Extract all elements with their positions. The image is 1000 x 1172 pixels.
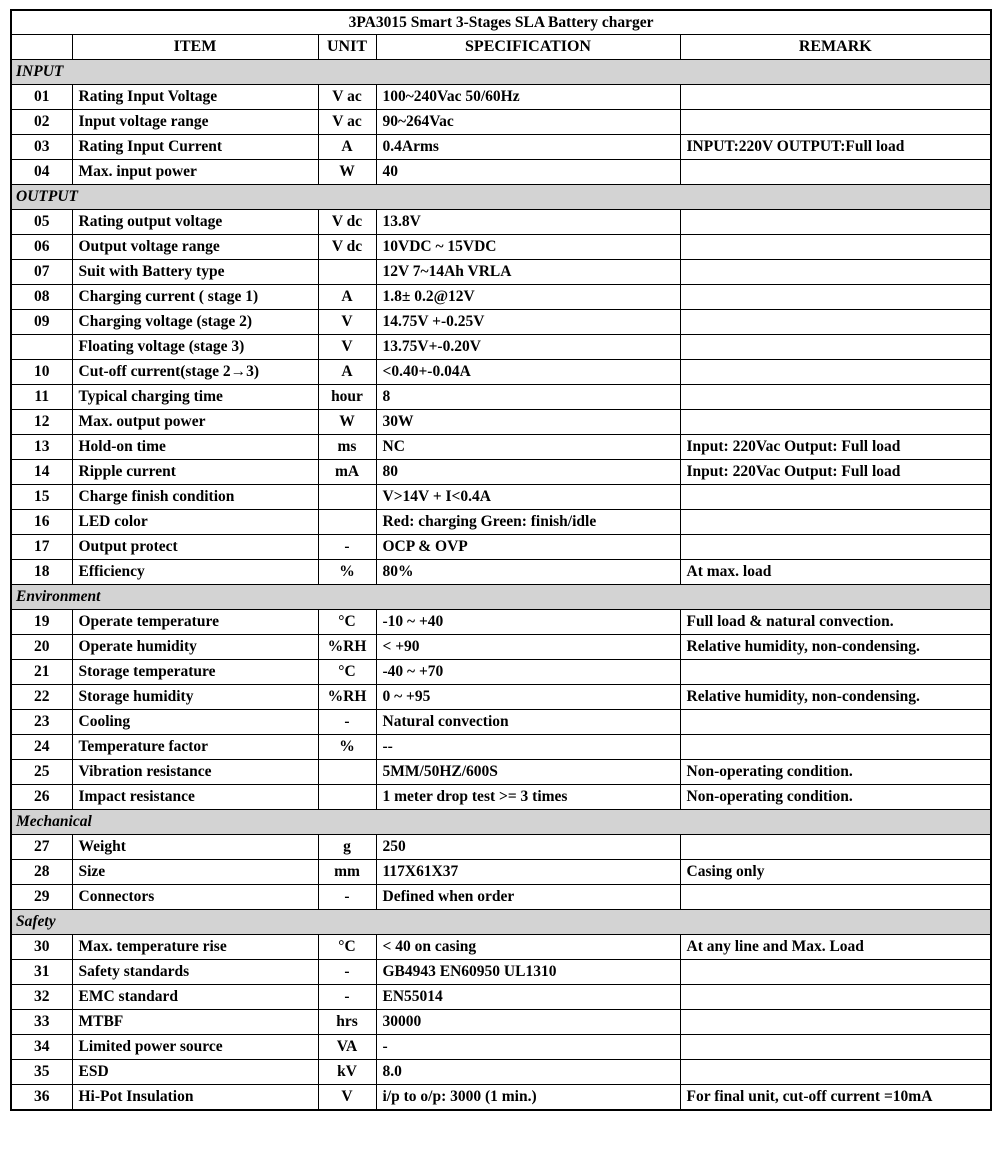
item-unit <box>318 260 376 285</box>
item-number: 33 <box>11 1010 72 1035</box>
header-remark: REMARK <box>680 35 991 60</box>
section-row <box>11 810 991 835</box>
table-row <box>11 310 991 335</box>
item-name: Output protect <box>72 535 318 560</box>
item-specification: 13.8V <box>376 210 680 235</box>
item-remark <box>680 1010 991 1035</box>
item-number: 04 <box>11 160 72 185</box>
item-remark <box>680 510 991 535</box>
item-number: 19 <box>11 610 72 635</box>
item-number: 06 <box>11 235 72 260</box>
table-row <box>11 235 991 260</box>
item-unit <box>318 510 376 535</box>
item-number: 10 <box>11 360 72 385</box>
item-specification: -10 ~ +40 <box>376 610 680 635</box>
item-remark <box>680 85 991 110</box>
section-row <box>11 910 991 935</box>
table-row <box>11 210 991 235</box>
table-row <box>11 760 991 785</box>
item-number: 21 <box>11 660 72 685</box>
item-specification: NC <box>376 435 680 460</box>
item-unit: A <box>318 135 376 160</box>
item-unit: ms <box>318 435 376 460</box>
item-specification: < 40 on casing <box>376 935 680 960</box>
item-remark <box>680 335 991 360</box>
item-specification: 80% <box>376 560 680 585</box>
item-specification: 117X61X37 <box>376 860 680 885</box>
item-remark: Relative humidity, non-condensing. <box>680 685 991 710</box>
item-name: Charge finish condition <box>72 485 318 510</box>
table-row <box>11 410 991 435</box>
item-number: 22 <box>11 685 72 710</box>
header-row <box>11 35 991 60</box>
item-number: 14 <box>11 460 72 485</box>
item-specification: V>14V + I<0.4A <box>376 485 680 510</box>
item-specification: 80 <box>376 460 680 485</box>
table-row <box>11 960 991 985</box>
table-row <box>11 735 991 760</box>
table-row <box>11 360 991 385</box>
item-specification: 13.75V+-0.20V <box>376 335 680 360</box>
table-row <box>11 860 991 885</box>
table-row <box>11 260 991 285</box>
item-number: 25 <box>11 760 72 785</box>
item-specification: 5MM/50HZ/600S <box>376 760 680 785</box>
item-unit: A <box>318 360 376 385</box>
item-unit: V dc <box>318 210 376 235</box>
item-unit <box>318 485 376 510</box>
section-row <box>11 185 991 210</box>
item-unit: hour <box>318 385 376 410</box>
item-number: 28 <box>11 860 72 885</box>
item-remark <box>680 485 991 510</box>
item-specification: 100~240Vac 50/60Hz <box>376 85 680 110</box>
item-specification: 0 ~ +95 <box>376 685 680 710</box>
item-name: Connectors <box>72 885 318 910</box>
table-row <box>11 335 991 360</box>
item-name: Storage humidity <box>72 685 318 710</box>
item-remark <box>680 835 991 860</box>
item-remark <box>680 660 991 685</box>
table-row <box>11 560 991 585</box>
item-specification: GB4943 EN60950 UL1310 <box>376 960 680 985</box>
item-name: Rating output voltage <box>72 210 318 235</box>
item-name: Operate humidity <box>72 635 318 660</box>
item-remark <box>680 285 991 310</box>
item-unit: %RH <box>318 635 376 660</box>
item-unit: VA <box>318 1035 376 1060</box>
table-row <box>11 1085 991 1111</box>
item-remark <box>680 160 991 185</box>
item-name: EMC standard <box>72 985 318 1010</box>
item-number: 20 <box>11 635 72 660</box>
item-name: Limited power source <box>72 1035 318 1060</box>
item-specification: 12V 7~14Ah VRLA <box>376 260 680 285</box>
item-specification: 30W <box>376 410 680 435</box>
item-remark: At max. load <box>680 560 991 585</box>
section-label: Safety <box>11 910 991 935</box>
item-number: 34 <box>11 1035 72 1060</box>
item-name: Ripple current <box>72 460 318 485</box>
item-remark: Non-operating condition. <box>680 760 991 785</box>
item-unit: W <box>318 160 376 185</box>
item-remark: INPUT:220V OUTPUT:Full load <box>680 135 991 160</box>
table-title: 3PA3015 Smart 3-Stages SLA Battery charger <box>11 10 991 35</box>
item-specification: Natural convection <box>376 710 680 735</box>
table-row <box>11 1060 991 1085</box>
item-specification: EN55014 <box>376 985 680 1010</box>
table-row <box>11 460 991 485</box>
item-name: Output voltage range <box>72 235 318 260</box>
item-unit: - <box>318 885 376 910</box>
item-name: MTBF <box>72 1010 318 1035</box>
item-name: Rating Input Current <box>72 135 318 160</box>
item-number: 30 <box>11 935 72 960</box>
item-remark: Relative humidity, non-condensing. <box>680 635 991 660</box>
item-unit: W <box>318 410 376 435</box>
item-number: 08 <box>11 285 72 310</box>
table-row <box>11 1010 991 1035</box>
item-remark <box>680 1035 991 1060</box>
item-name: Rating Input Voltage <box>72 85 318 110</box>
item-number: 32 <box>11 985 72 1010</box>
item-unit: - <box>318 960 376 985</box>
item-specification: 1 meter drop test >= 3 times <box>376 785 680 810</box>
item-unit <box>318 760 376 785</box>
item-specification: <0.40+-0.04A <box>376 360 680 385</box>
item-number: 11 <box>11 385 72 410</box>
item-unit: mA <box>318 460 376 485</box>
item-remark <box>680 985 991 1010</box>
item-name: Floating voltage (stage 3) <box>72 335 318 360</box>
table-row <box>11 535 991 560</box>
item-specification: -- <box>376 735 680 760</box>
spec-table-body <box>11 10 991 1110</box>
table-row <box>11 435 991 460</box>
item-unit: - <box>318 710 376 735</box>
item-name: ESD <box>72 1060 318 1085</box>
item-number: 29 <box>11 885 72 910</box>
item-number: 01 <box>11 85 72 110</box>
item-unit <box>318 785 376 810</box>
item-number: 15 <box>11 485 72 510</box>
item-specification: 250 <box>376 835 680 860</box>
item-name: Cooling <box>72 710 318 735</box>
item-number: 09 <box>11 310 72 335</box>
item-unit: °C <box>318 660 376 685</box>
item-name: Typical charging time <box>72 385 318 410</box>
item-name: Safety standards <box>72 960 318 985</box>
table-row <box>11 135 991 160</box>
item-remark <box>680 360 991 385</box>
item-unit: A <box>318 285 376 310</box>
item-name: Charging voltage (stage 2) <box>72 310 318 335</box>
item-specification: 0.4Arms <box>376 135 680 160</box>
item-unit: - <box>318 985 376 1010</box>
item-unit: V <box>318 310 376 335</box>
item-remark <box>680 110 991 135</box>
table-row <box>11 885 991 910</box>
item-specification: 1.8± 0.2@12V <box>376 285 680 310</box>
item-number: 23 <box>11 710 72 735</box>
section-row <box>11 60 991 85</box>
table-row <box>11 285 991 310</box>
item-name: Storage temperature <box>72 660 318 685</box>
item-unit: V <box>318 1085 376 1111</box>
item-specification: Defined when order <box>376 885 680 910</box>
item-specification: 90~264Vac <box>376 110 680 135</box>
header-no <box>11 35 72 60</box>
item-number: 17 <box>11 535 72 560</box>
item-number: 03 <box>11 135 72 160</box>
item-number: 36 <box>11 1085 72 1111</box>
table-row <box>11 685 991 710</box>
item-number: 26 <box>11 785 72 810</box>
item-remark <box>680 710 991 735</box>
item-unit: kV <box>318 1060 376 1085</box>
spec-table <box>10 9 992 1111</box>
item-name: Cut-off current(stage 2→3) <box>72 360 318 385</box>
item-number: 07 <box>11 260 72 285</box>
item-name: Hold-on time <box>72 435 318 460</box>
table-row <box>11 935 991 960</box>
item-specification: - <box>376 1035 680 1060</box>
title-row <box>11 10 991 35</box>
item-specification: 14.75V +-0.25V <box>376 310 680 335</box>
item-unit: °C <box>318 935 376 960</box>
item-name: Impact resistance <box>72 785 318 810</box>
item-remark <box>680 960 991 985</box>
item-unit: V ac <box>318 85 376 110</box>
item-unit: - <box>318 535 376 560</box>
table-row <box>11 160 991 185</box>
item-unit: V ac <box>318 110 376 135</box>
item-name: Operate temperature <box>72 610 318 635</box>
item-name: Vibration resistance <box>72 760 318 785</box>
header-specification: SPECIFICATION <box>376 35 680 60</box>
table-row <box>11 635 991 660</box>
item-name: Input voltage range <box>72 110 318 135</box>
table-row <box>11 385 991 410</box>
item-remark <box>680 210 991 235</box>
item-unit: °C <box>318 610 376 635</box>
item-specification: 10VDC ~ 15VDC <box>376 235 680 260</box>
item-name: Max. temperature rise <box>72 935 318 960</box>
item-number: 02 <box>11 110 72 135</box>
item-remark <box>680 410 991 435</box>
table-row <box>11 1035 991 1060</box>
item-specification: i/p to o/p: 3000 (1 min.) <box>376 1085 680 1111</box>
section-label: INPUT <box>11 60 991 85</box>
item-number: 13 <box>11 435 72 460</box>
item-remark <box>680 735 991 760</box>
item-remark <box>680 535 991 560</box>
table-row <box>11 835 991 860</box>
table-row <box>11 510 991 535</box>
item-specification: -40 ~ +70 <box>376 660 680 685</box>
item-remark <box>680 260 991 285</box>
item-remark: At any line and Max. Load <box>680 935 991 960</box>
item-unit: V <box>318 335 376 360</box>
item-remark <box>680 385 991 410</box>
table-row <box>11 85 991 110</box>
item-name: Temperature factor <box>72 735 318 760</box>
item-unit: % <box>318 735 376 760</box>
section-label: Mechanical <box>11 810 991 835</box>
item-specification: < +90 <box>376 635 680 660</box>
item-specification: OCP & OVP <box>376 535 680 560</box>
item-remark: Non-operating condition. <box>680 785 991 810</box>
item-number: 05 <box>11 210 72 235</box>
table-row <box>11 610 991 635</box>
item-specification: 30000 <box>376 1010 680 1035</box>
section-label: Environment <box>11 585 991 610</box>
item-unit: V dc <box>318 235 376 260</box>
item-remark: Full load & natural convection. <box>680 610 991 635</box>
item-remark <box>680 310 991 335</box>
item-remark <box>680 1060 991 1085</box>
item-number: 16 <box>11 510 72 535</box>
item-specification: 40 <box>376 160 680 185</box>
item-number: 27 <box>11 835 72 860</box>
item-name: Weight <box>72 835 318 860</box>
section-label: OUTPUT <box>11 185 991 210</box>
item-name: Max. output power <box>72 410 318 435</box>
item-unit: hrs <box>318 1010 376 1035</box>
item-name: Suit with Battery type <box>72 260 318 285</box>
item-unit: mm <box>318 860 376 885</box>
item-name: Size <box>72 860 318 885</box>
item-name: LED color <box>72 510 318 535</box>
item-remark: For final unit, cut-off current =10mA <box>680 1085 991 1111</box>
item-unit: %RH <box>318 685 376 710</box>
table-row <box>11 710 991 735</box>
item-name: Max. input power <box>72 160 318 185</box>
item-remark <box>680 235 991 260</box>
item-remark <box>680 885 991 910</box>
item-unit: g <box>318 835 376 860</box>
item-number: 18 <box>11 560 72 585</box>
item-number: 24 <box>11 735 72 760</box>
table-row <box>11 785 991 810</box>
table-row <box>11 485 991 510</box>
item-name: Charging current ( stage 1) <box>72 285 318 310</box>
section-row <box>11 585 991 610</box>
table-row <box>11 660 991 685</box>
item-name: Hi-Pot Insulation <box>72 1085 318 1111</box>
item-remark: Input: 220Vac Output: Full load <box>680 460 991 485</box>
item-number: 35 <box>11 1060 72 1085</box>
item-remark: Casing only <box>680 860 991 885</box>
item-specification: 8 <box>376 385 680 410</box>
header-item: ITEM <box>72 35 318 60</box>
item-number <box>11 335 72 360</box>
item-number: 12 <box>11 410 72 435</box>
item-number: 31 <box>11 960 72 985</box>
item-specification: Red: charging Green: finish/idle <box>376 510 680 535</box>
table-row <box>11 985 991 1010</box>
table-row <box>11 110 991 135</box>
header-unit: UNIT <box>318 35 376 60</box>
item-remark: Input: 220Vac Output: Full load <box>680 435 991 460</box>
item-specification: 8.0 <box>376 1060 680 1085</box>
item-unit: % <box>318 560 376 585</box>
item-name: Efficiency <box>72 560 318 585</box>
